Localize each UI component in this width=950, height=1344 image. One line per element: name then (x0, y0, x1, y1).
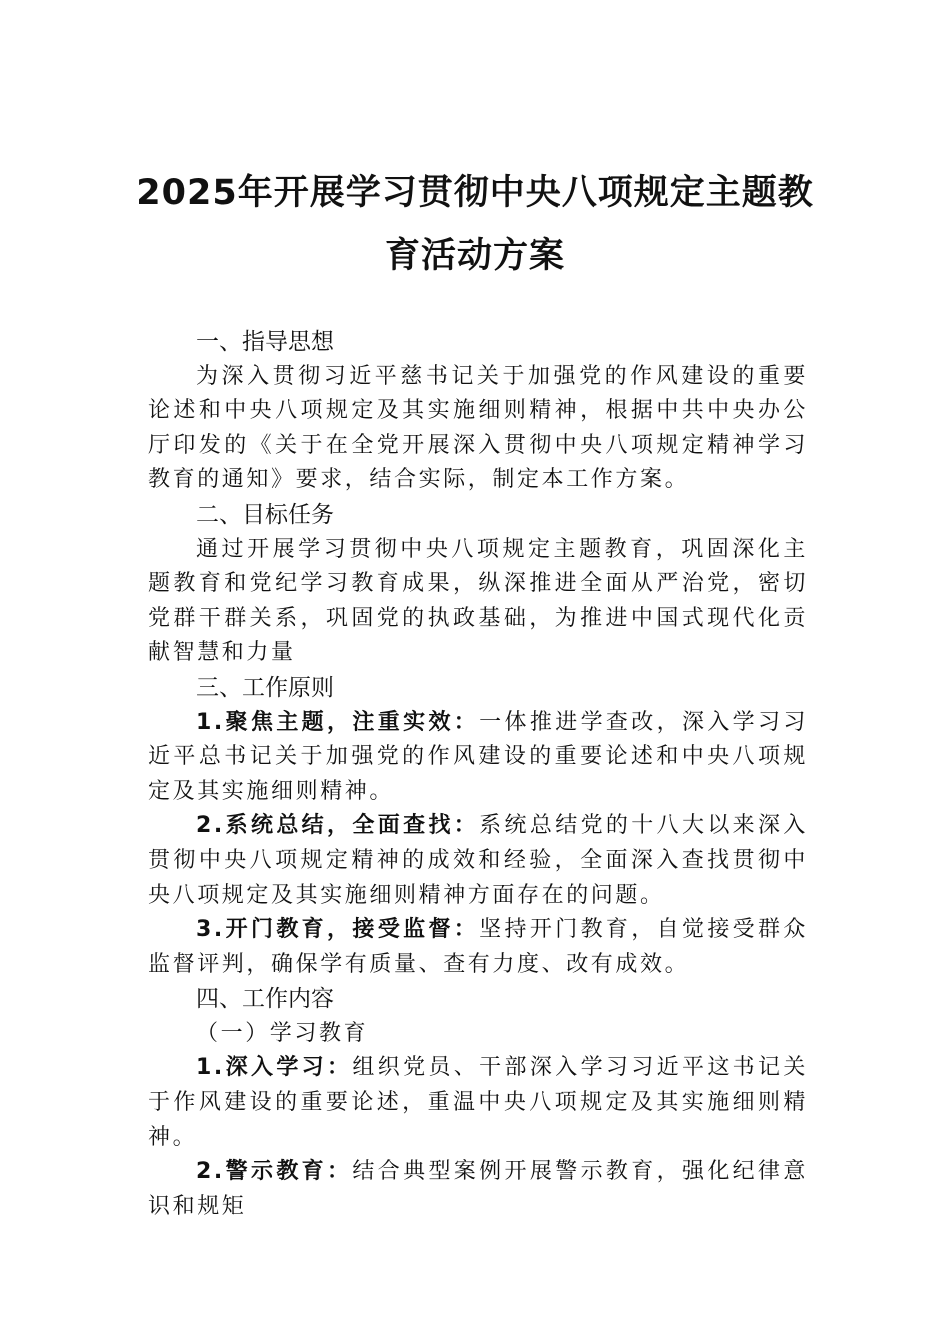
content-item-1-text: 组织党员、干部深入学习习近平这书记关于作风建设的重要论述，重温中央八项规定及其实施细则精神。 (148, 1055, 808, 1150)
document-title-line-1: 2025年开展学习贯彻中央八项规定主题教 (136, 173, 814, 213)
principle-item-1-lead: 1.聚焦主题，注重实效： (196, 709, 480, 735)
section-heading-work-content: 四、工作内容 (196, 986, 334, 1013)
content-item-1 (148, 1051, 808, 1155)
principle-item-3 (148, 913, 808, 982)
principle-item-2-text: 系统总结党的十八大以来深入贯彻中央八项规定精神的成效和经验，全面深入查找贯彻中央八项规定及其实施细则精神方面存在的问题。 (148, 813, 808, 908)
content-item-2-text: 结合典型案例开展警示教育，强化纪律意识和规矩 (148, 1159, 808, 1219)
principle-item-2 (148, 809, 808, 913)
content-item-2 (148, 1155, 808, 1224)
document-title-line-2: 育活动方案 (384, 236, 565, 276)
section-heading-goals: 二、目标任务 (196, 501, 334, 528)
section-heading-guiding-ideology: 一、指导思想 (196, 329, 334, 355)
content-item-2-lead: 2.警示教育： (196, 1159, 353, 1185)
content-item-1-lead: 1.深入学习： (196, 1055, 353, 1081)
principle-item-1-text: 一体推进学查改，深入学习习近平总书记关于加强党的作风建设的重要论述和中央八项规定及其实施细则精神。 (148, 709, 808, 804)
subsection-heading-study: （一）学习教育 (196, 1020, 369, 1046)
principle-item-1 (148, 706, 808, 810)
paragraph-guiding-ideology: 为深入贯彻习近平慈书记关于加强党的作风建设的重要论述和中央八项规定及其实施细则精神，根据中共中央办公厅印发的《关于在全党开展深入贯彻中央八项规定精神学习教育的通知》要求，结合实际，制定本工作方案。 (148, 363, 808, 493)
paragraph-goals: 通过开展学习贯彻中央八项规定主题教育，巩固深化主题教育和党纪学习教育成果，纵深推进全面从严治党，密切党群干群关系，巩固党的执政基础，为推进中国式现代化贡献智慧和力量 (148, 536, 808, 666)
principle-item-3-lead: 3.开门教育，接受监督： (196, 917, 480, 943)
document-body (148, 325, 808, 1224)
principle-item-2-lead: 2.系统总结，全面查找： (196, 813, 480, 839)
principle-item-3-text: 坚持开门教育，自觉接受群众监督评判，确保学有质量、查有力度、改有成效。 (148, 917, 808, 977)
section-heading-principles: 三、工作原则 (196, 674, 334, 701)
